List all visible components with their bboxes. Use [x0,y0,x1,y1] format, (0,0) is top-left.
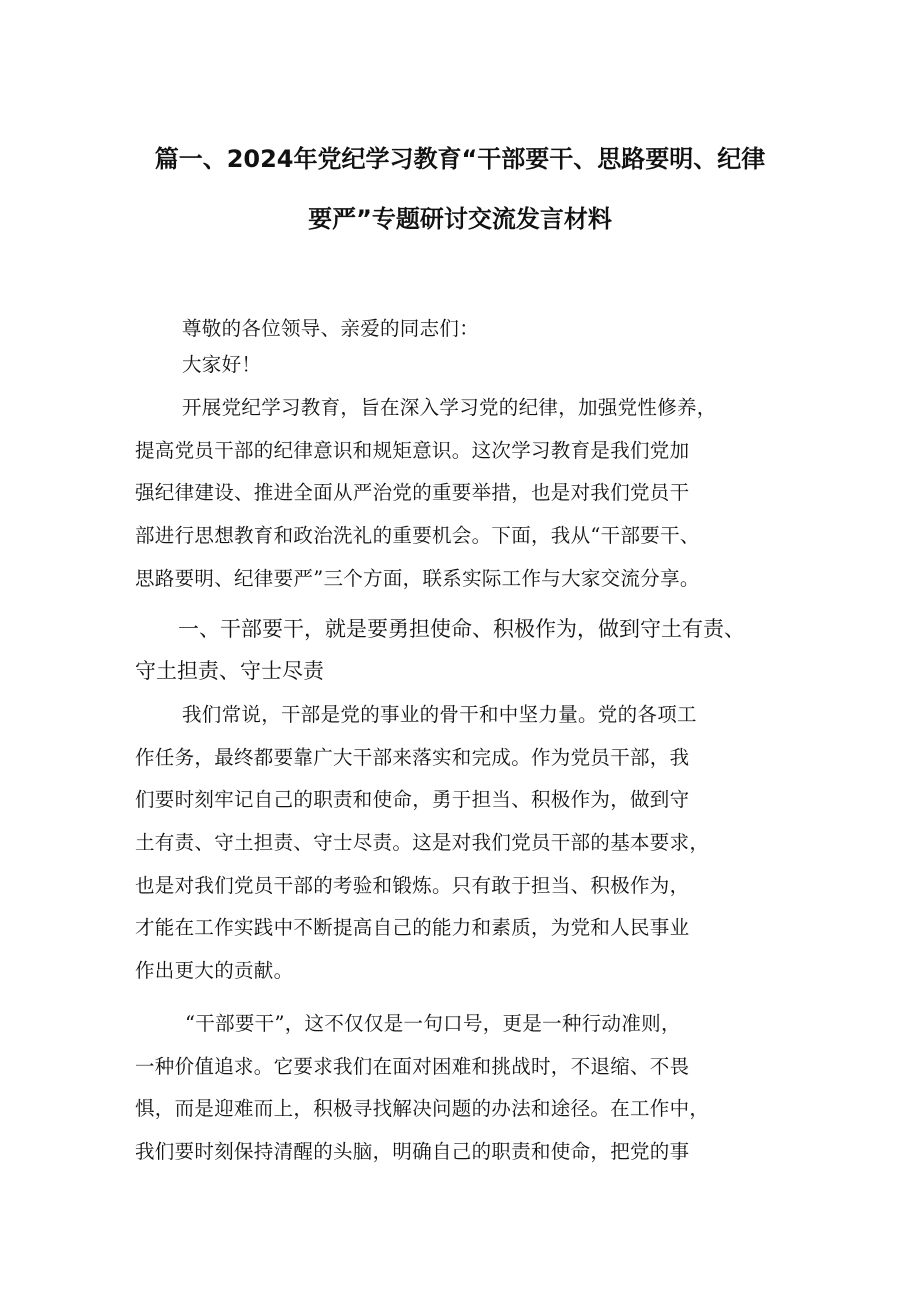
paragraph-line: 们要时刻牢记自己的职责和使命，勇于担当、积极作为，做到守 [135,788,690,811]
greeting: 大家好！ [182,353,262,376]
document-title-line-1: 篇一、2024年党纪学习教育“干部要干、思路要明、纪律 [154,145,766,173]
document-title-line-2: 要严”专题研讨交流发言材料 [308,205,612,233]
paragraph-line: 思路要明、纪律要严”三个方面，联系实际工作与大家交流分享。 [135,567,700,590]
paragraph-line: 才能在工作实践中不断提高自己的能力和素质，为党和人民事业 [135,916,690,939]
salutation: 尊敬的各位领导、亲爱的同志们： [182,317,480,340]
paragraph-line: 我们常说，干部是党的事业的骨干和中坚力量。党的各项工 [182,703,697,726]
paragraph-line: 强纪律建设、推进全面从严治党的重要举措，也是对我们党员干 [135,481,690,504]
paragraph-line: 也是对我们党员干部的考验和锻炼。只有敢于担当、积极作为， [135,874,690,897]
section-heading-line-1: 一、干部要干，就是要勇担使命、积极作为，做到守土有责、 [178,617,745,641]
paragraph-line: “干部要干”，这不仅仅是一句口号，更是一种行动准则， [185,1012,681,1035]
paragraph-line: 我们要时刻保持清醒的头脑，明确自己的职责和使命，把党的事 [135,1140,690,1163]
section-heading-line-2: 守土担责、守士尽责 [135,659,324,683]
paragraph-line: 一种价值追求。它要求我们在面对困难和挑战时，不退缩、不畏 [135,1055,690,1078]
paragraph-line: 作任务，最终都要靠广大干部来落实和完成。作为党员干部，我 [135,746,690,769]
paragraph-line: 作出更大的贡献。 [135,959,294,982]
paragraph-line: 提高党员干部的纪律意识和规矩意识。这次学习教育是我们党加 [135,439,690,462]
paragraph-line: 惧，而是迎难而上，积极寻找解决问题的办法和途径。在工作中， [135,1097,710,1120]
paragraph-line: 土有责、守土担责、守士尽责。这是对我们党员干部的基本要求， [135,831,710,854]
paragraph-line: 开展党纪学习教育，旨在深入学习党的纪律，加强党性修养， [182,396,717,419]
paragraph-line: 部进行思想教育和政治洗礼的重要机会。下面，我从“干部要干、 [135,524,700,547]
